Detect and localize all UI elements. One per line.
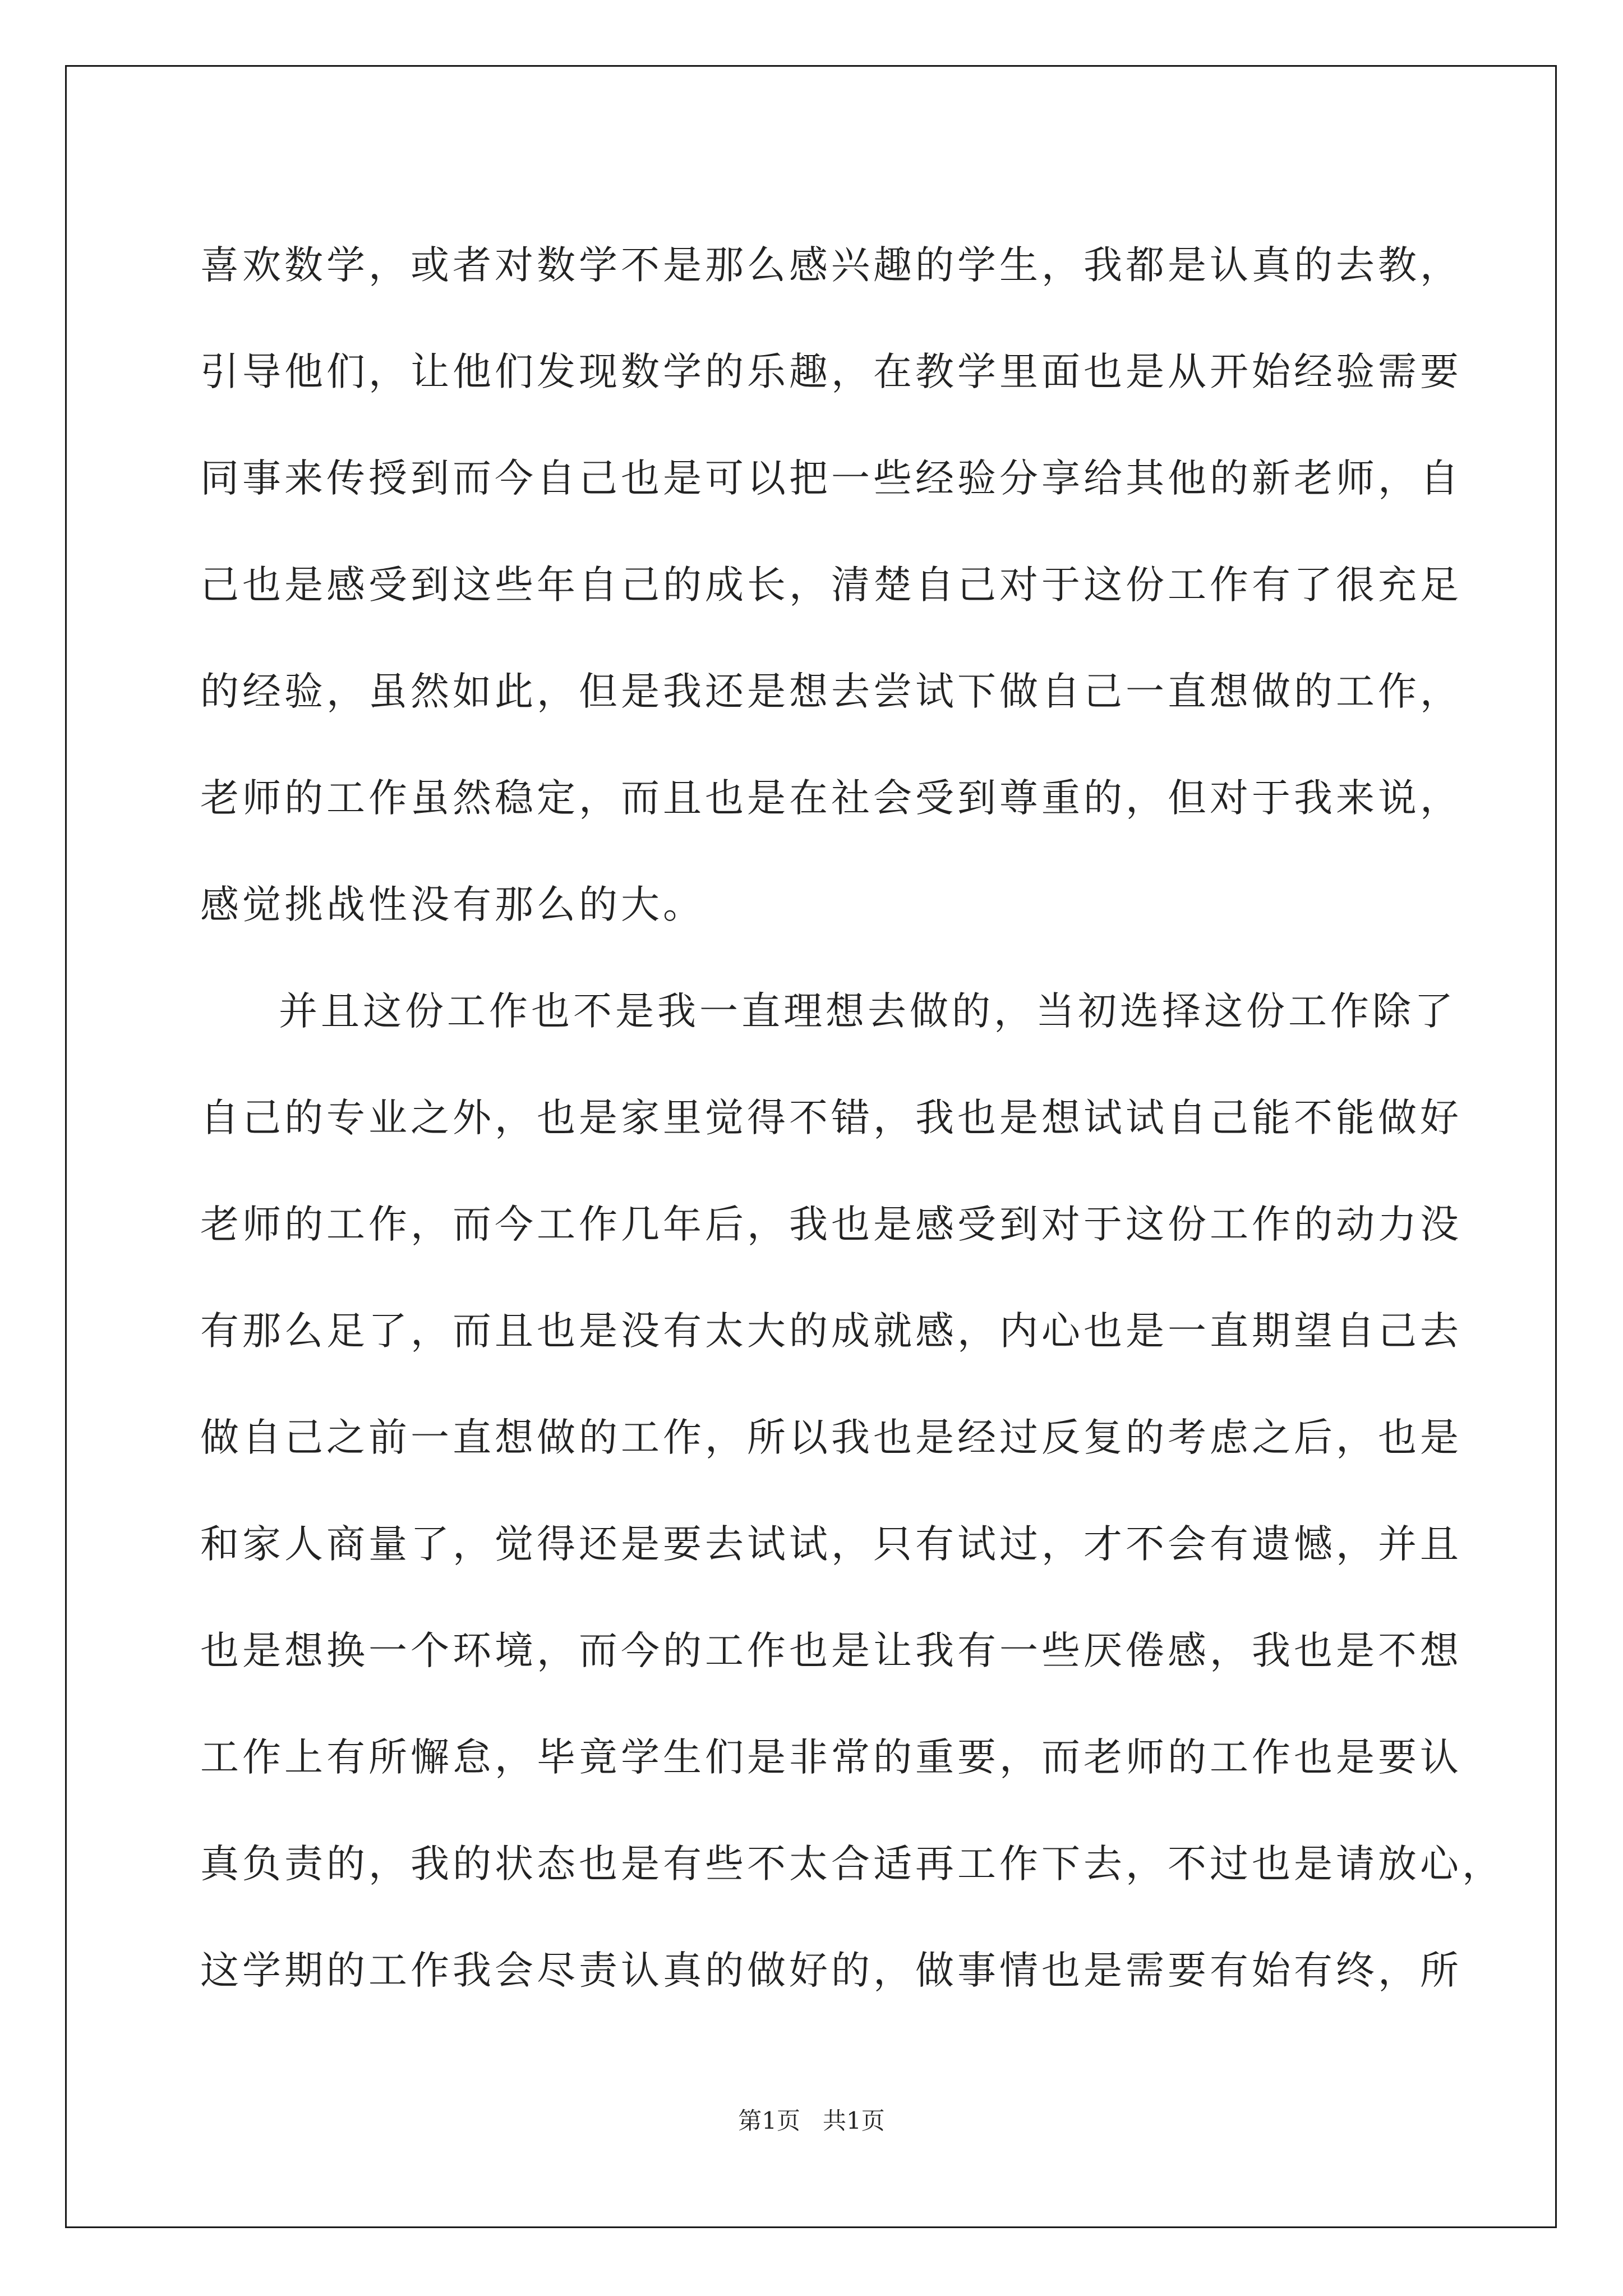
text-line: 喜欢数学，或者对数学不是那么感兴趣的学生，我都是认真的去教， <box>200 243 1462 288</box>
text-line: 有那么足了，而且也是没有太大的成就感，内心也是一直期望自己去 <box>200 1309 1462 1354</box>
text-line: 工作上有所懈怠，毕竟学生们是非常的重要，而老师的工作也是要认 <box>200 1735 1462 1780</box>
document-body <box>200 212 1504 2024</box>
text-line: 自己的专业之外，也是家里觉得不错，我也是想试试自己能不能做好 <box>200 1096 1462 1140</box>
text-line-indented: 并且这份工作也不是我一直理想去做的，当初选择这份工作除了 <box>279 989 1456 1034</box>
text-line: 和家人商量了，觉得还是要去试试，只有试过，才不会有遗憾，并且 <box>200 1522 1462 1567</box>
text-line: 同事来传授到而今自己也是可以把一些经验分享给其他的新老师，自 <box>200 456 1462 501</box>
text-line: 引导他们，让他们发现数学的乐趣，在教学里面也是从开始经验需要 <box>200 349 1462 394</box>
page-footer: 第1页 共1页 <box>738 2107 885 2134</box>
text-line: 也是想换一个环境，而今的工作也是让我有一些厌倦感，我也是不想 <box>200 1628 1462 1673</box>
text-line: 这学期的工作我会尽责认真的做好的，做事情也是需要有始有终，所 <box>200 1948 1462 1993</box>
text-line: 老师的工作，而今工作几年后，我也是感受到对于这份工作的动力没 <box>200 1202 1462 1247</box>
text-line: 真负责的，我的状态也是有些不太合适再工作下去，不过也是请放心， <box>200 1842 1504 1887</box>
text-line: 己也是感受到这些年自己的成长，清楚自己对于这份工作有了很充足 <box>200 563 1462 608</box>
text-line: 做自己之前一直想做的工作，所以我也是经过反复的考虑之后，也是 <box>200 1415 1462 1460</box>
text-line: 感觉挑战性没有那么的大。 <box>200 882 705 927</box>
text-line: 老师的工作虽然稳定，而且也是在社会受到尊重的，但对于我来说， <box>200 776 1462 821</box>
text-line: 的经验，虽然如此，但是我还是想去尝试下做自己一直想做的工作， <box>200 669 1462 714</box>
